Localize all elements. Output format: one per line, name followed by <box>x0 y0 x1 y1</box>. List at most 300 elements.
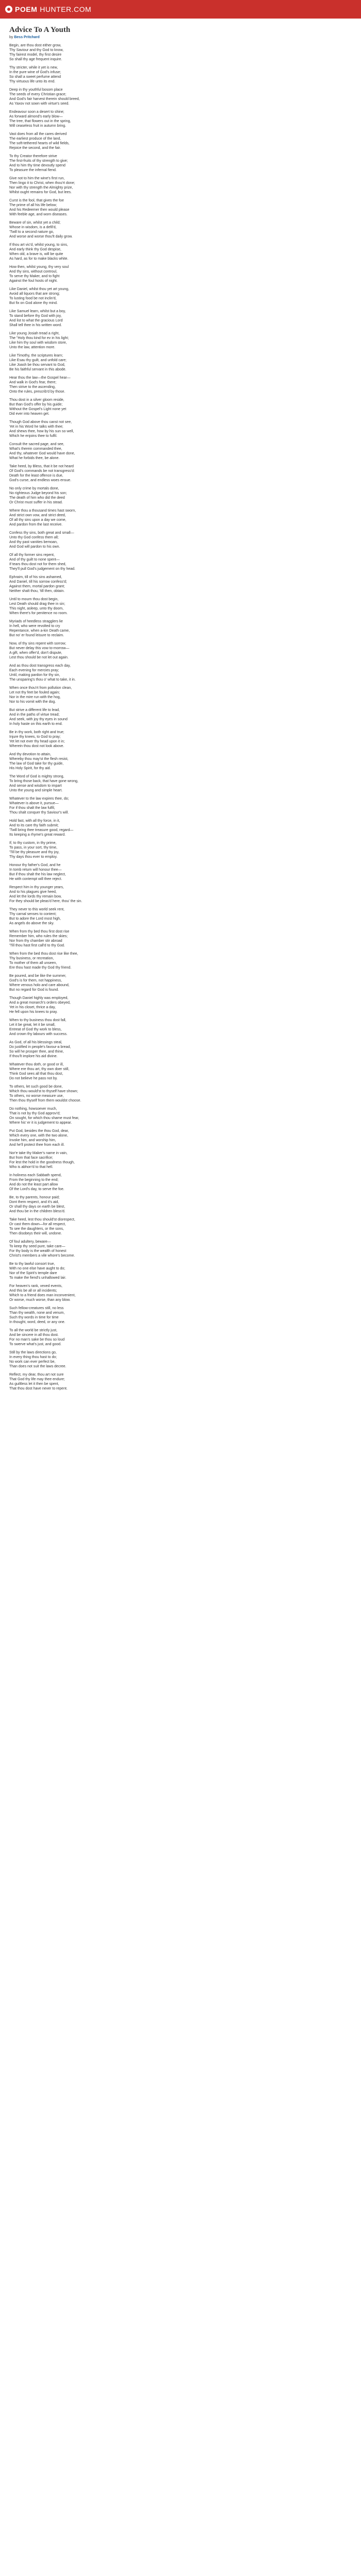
poem-line: And a great monarch's orders obeyed, <box>9 1001 71 1005</box>
poem-stanza <box>9 176 352 195</box>
poem-line: And sense and wisdom to impart <box>9 784 62 788</box>
poem-stanza <box>9 885 352 904</box>
poem-stanza <box>9 774 352 793</box>
poem-line: That is not by thy God approv'd; <box>9 1112 61 1115</box>
poem-line: To lusting food be not inclin'd, <box>9 297 57 300</box>
poem-line: What's therein commanded thee, <box>9 447 62 451</box>
poem-stanza <box>9 863 352 882</box>
poem-line: Thy Saviour and thy God to know, <box>9 48 64 52</box>
poem-stanza <box>9 1284 352 1302</box>
poem-line: If thou'lt implore his aid divine. <box>9 1055 58 1058</box>
byline-prefix: by <box>9 36 13 39</box>
poem-line: Which to a friend does man inconvenient, <box>9 1294 76 1297</box>
poem-line: To all the world be strictly just, <box>9 1329 57 1332</box>
poem-stanza <box>9 1151 352 1170</box>
poem-stanza <box>9 509 352 527</box>
poem-line: For lest the hold in the goodness though, <box>9 1161 75 1164</box>
poem-line: Onto the rules, prescrib'd by those. <box>9 390 65 394</box>
poem-line: And God will pardon to his own. <box>9 545 60 549</box>
poem-line: To pleasure the infernal fiend. <box>9 168 57 172</box>
poem-line: Then thou thyself from them wouldst choose. <box>9 1099 81 1103</box>
poem-line: And to him thy time devoutly spend <box>9 164 65 167</box>
poem-stanza <box>9 486 352 505</box>
poem-line: 'Till be thy pleasure and thy joy, <box>9 851 60 854</box>
poem-line: If thou art vic'd, whilst young, to sins, <box>9 243 68 247</box>
poem-line: Myriads of heedless stragglers lie <box>9 620 63 623</box>
poem-line: And his Redeemer then would please <box>9 208 70 212</box>
poem-line: When once thou'rt from pollution clean, <box>9 686 72 690</box>
poem-stanza <box>9 841 352 859</box>
poem-line: And thy, whatever God would have done, <box>9 452 75 455</box>
poem-line: And thy sins, without controul, <box>9 270 57 274</box>
poem-line: As forward almond's early blow— <box>9 115 63 118</box>
poem-line: To make the fiend's unhallowed lair. <box>9 1276 67 1280</box>
poem-line: Yet let not ever thy head upon it in; <box>9 740 65 743</box>
poem-line: Wherein thou dost not look above. <box>9 744 64 748</box>
poem-line: In thought, word, deed, or any one. <box>9 1320 65 1324</box>
poem-line: And Daniel, till his sorrow confess'd; <box>9 580 67 584</box>
poem-line: To swerve what's just, and good. <box>9 1343 61 1346</box>
poem-line: Though God above thou canst not see, <box>9 420 72 424</box>
poem-line: Like him thy soul with wisdom store, <box>9 341 67 345</box>
poem-line: In tomb return will honour thee— <box>9 868 62 872</box>
poem-line: They'll pull God's judgement on thy head. <box>9 567 75 571</box>
poem-stanza <box>9 1372 352 1391</box>
poem-line: How then, whilst young, thy very soul <box>9 265 69 269</box>
poem-line: And let the lords thy remain bow, <box>9 895 62 899</box>
poem-line: Nor in the mire run with the hog, <box>9 696 61 699</box>
poem-line: But never delay this vow to-morrow— <box>9 647 70 650</box>
poem-line: 'Till thou hast first call'd to thy God. <box>9 944 65 947</box>
poem-line: Each evening for mercies pray; <box>9 669 59 672</box>
poem-line: With no one else have aught to do; <box>9 1267 65 1270</box>
poem-line: Of all thy former sins repent, <box>9 553 55 557</box>
poem-line: Hear thou the law—the Gospel hear— <box>9 376 71 380</box>
poem-line: Thy business, or recreation, <box>9 957 54 960</box>
poem-line: And of thy guilt to none spent— <box>9 558 60 562</box>
poem-line: 'Twill bring thee treasure good, regard— <box>9 828 74 832</box>
poem-content <box>0 19 361 1395</box>
poem-line: For no man's sake be thou so loud <box>9 1338 65 1342</box>
poem-line: Honour thy father's God, and he <box>9 863 61 867</box>
poem-line: A gift, when offer'd, don't dispute, <box>9 651 62 655</box>
poem-line: Like young Josiah tread a right, <box>9 332 60 335</box>
poem-line: Give not to him the wine's first run, <box>9 177 65 180</box>
poem-stanza <box>9 43 352 62</box>
poem-stanza <box>9 309 352 328</box>
poem-line: And thy past vanities bemoan, <box>9 540 58 544</box>
poem-stanza <box>9 641 352 660</box>
poem-stanza <box>9 575 352 594</box>
poem-line: The soft-tethered hearts of wild fields, <box>9 142 70 145</box>
poem-line: Entreat of God thy work to bless, <box>9 1028 62 1031</box>
poem-line: But fix on God alone thy mind. <box>9 301 58 305</box>
poem-line: As angels do above the sky. <box>9 922 55 925</box>
poem-stanza <box>9 1084 352 1103</box>
poem-line: Its keeping a rhyme's great reward. <box>9 833 66 837</box>
poem-stanza <box>9 265 352 283</box>
poem-line: As hard, as for to make blacks white. <box>9 257 69 261</box>
poem-line: To mother of them all unseen, <box>9 961 57 965</box>
poem-line: Or shall thy days on earth be blest, <box>9 1205 65 1209</box>
poem-line: And crown thy labours with success. <box>9 1032 68 1036</box>
poem-line: Such thy words in time for time <box>9 1316 59 1319</box>
poem-stanza <box>9 708 352 726</box>
poem-line: Beware of sin, whilst yet a child; <box>9 221 61 225</box>
poem-line: For if thou shalt the law fulfil, <box>9 806 55 810</box>
poem-line: In hell, who were revolted to cry <box>9 624 60 628</box>
poem-line: Of all thy sins upon a day we come, <box>9 518 67 522</box>
poem-stanza <box>9 664 352 682</box>
poem-line: So shall thy age frequent inquire. <box>9 58 62 61</box>
poem-line: Ere thou hast made thy God thy friend. <box>9 966 72 970</box>
poem-line: Begin, are thou dost either grow, <box>9 44 61 47</box>
poem-line: Than does not suit the laws decree. <box>9 1365 67 1368</box>
poem-line: Dont them respect, and it's aid, <box>9 1200 59 1204</box>
poem-line: God's is for them, not happiness, <box>9 979 62 982</box>
poem-line: Of the Lord's day, to serve the foe. <box>9 1188 64 1191</box>
poem-line: But no regard for God is found. <box>9 988 59 992</box>
poem-line: Or cast them down—for all respect, <box>9 1223 66 1226</box>
poem-line: And this be all or all incidents; <box>9 1289 57 1293</box>
poem-line: Avoid all liquors that are strong; <box>9 292 60 296</box>
poem-stanza <box>9 376 352 394</box>
poem-line: Like Samuel learn, whilst but a boy, <box>9 310 66 313</box>
poem-line: Where thou a thousand times hast sworn, <box>9 509 76 513</box>
poem-line: Then strive to the ascending, <box>9 385 56 389</box>
poem-line: And thy devotion to attain, <box>9 753 51 756</box>
poem-line: Respect him in thy younger years, <box>9 886 64 889</box>
poem-line: Take heed, lest thou should'st disrespect, <box>9 1218 75 1222</box>
logo-text-primary: POEM <box>15 5 38 13</box>
poem-line: Or worse, much worse, than any blow. <box>9 1298 71 1302</box>
poem-line: Consult the sacred page, and see, <box>9 443 64 446</box>
poem-line: To keep thy seed pure, take care— <box>9 1245 65 1248</box>
poem-line: In holiness each Sabbath spend, <box>9 1174 62 1177</box>
poem-line: Do justified in people's favour-a bread, <box>9 1045 71 1049</box>
poem-line: For thy body is the wealth of honest <box>9 1249 67 1253</box>
poem-line: Which he enjoins thee to fulfil. <box>9 434 57 438</box>
poem-line: Lest Death should drag thee in sin; <box>9 602 65 606</box>
poem-stanza <box>9 819 352 837</box>
poem-line: But to adore the Lord most high, <box>9 917 61 921</box>
poem-line: Like Joash be thou servant to God, <box>9 363 65 367</box>
poem-stanza <box>9 686 352 704</box>
poem-line: Curst is the fool, that gives the foe <box>9 199 64 202</box>
poem-line: No only crime by mortals done, <box>9 487 59 490</box>
poem-line: And seek, with joy thy eyes in sound <box>9 718 68 721</box>
poem-line: Until, making pardon for thy sin, <box>9 673 60 677</box>
poem-line: Like Timothy, the scriptures learn; <box>9 354 63 358</box>
poem-line: Or Christ must suffer in his stead. <box>9 501 63 504</box>
poem-line: In holy haste on this earth to end. <box>9 722 63 726</box>
poem-line: Hold fast, with all thy force, in it, <box>9 819 60 823</box>
poem-line: If tears thou dost not for them shed, <box>9 563 67 566</box>
poem-line: Whatever to the law expires thee, do; <box>9 797 69 801</box>
poem-line: In the pure wine of God's infuse; <box>9 71 61 74</box>
poem-line: Be his faithful servant in this abode. <box>9 368 67 371</box>
poem-line: On sought, for which thou shame must fear, <box>9 1116 79 1120</box>
poem-line: Whatever is above it, pursue— <box>9 802 59 805</box>
poem-line: Take heed, by Bless, that it be not heard <box>9 465 74 468</box>
poem-line: They never to this world seek rent, <box>9 908 64 911</box>
poem-line: Nor with thy strength the Almighty prize, <box>9 186 73 190</box>
poem-title: Advice To A Youth <box>9 26 71 34</box>
poem-body <box>9 43 352 1391</box>
poem-stanza <box>9 1262 352 1280</box>
poem-line: And as thou dost transgress each day, <box>9 664 71 668</box>
poem-line: Deep in thy youthful bosom place <box>9 88 63 92</box>
poem-line: Like Esau thy guilt, and unfold care; <box>9 359 67 362</box>
poem-line: When there's for penitence no room. <box>9 612 68 615</box>
poem-byline <box>9 36 352 39</box>
poem-line: Unto the law, attention more. <box>9 346 56 349</box>
poem-line: The Word of God is mighty strong, <box>9 775 64 778</box>
poem-line: Shall tell thee in his written word. <box>9 324 62 327</box>
poem-line: Vast does from all the cares derived <box>9 132 67 136</box>
poem-stanza <box>9 1040 352 1059</box>
poem-stanza <box>9 398 352 416</box>
poem-line: Death for the least offence is due, <box>9 474 63 478</box>
poem-stanza <box>9 619 352 638</box>
poem-line: The prime of all his life below; <box>9 204 57 207</box>
poem-line: And be sincere in all thou dost. <box>9 1333 59 1337</box>
poem-line: Let not thy feet be fouled again; <box>9 691 60 694</box>
poem-line: As guiltless let it then be spent, <box>9 1382 59 1386</box>
poem-line: 'Twill to a second nature go, <box>9 230 54 234</box>
poem-stanza <box>9 1195 352 1214</box>
poem-stanza <box>9 1107 352 1125</box>
poem-stanza <box>9 1217 352 1236</box>
poem-line: And in the paths of virtue tread; <box>9 713 60 717</box>
poem-line: Yet in his Word he talks with thee; <box>9 425 63 429</box>
poem-line: From the beginning to the end; <box>9 1178 59 1182</box>
poem-line: Then lingo it to Christ, when thou'rt done; <box>9 181 75 185</box>
poem-stanza <box>9 1129 352 1147</box>
poem-stanza <box>9 796 352 815</box>
poem-line: And list to what the gracious Lord <box>9 319 63 323</box>
poem-line: When from the bed thou dost rise like thee, <box>9 952 78 956</box>
poem-line: Such fellow-creatures still, no less <box>9 1307 64 1310</box>
poem-line: To see the daughters, or the sons, <box>9 1227 64 1231</box>
site-logo[interactable] <box>5 5 91 13</box>
poem-line: And God's fair harvest therein should breed, <box>9 97 80 101</box>
poem-line: As Yaxov not sown with virtue's seed. <box>9 102 70 106</box>
poem-stanza <box>9 464 352 483</box>
poem-stanza <box>9 420 352 438</box>
poem-line: The tree, that flowers out in the spring, <box>9 120 71 123</box>
poem-line: And he'll protect thee from each ill. <box>9 1143 65 1147</box>
poem-line: Put God, besides the thou God, dear, <box>9 1129 69 1133</box>
poem-line: And thou be in the children bless'd. <box>9 1210 65 1213</box>
poem-line: The death of him who did the deed <box>9 496 65 500</box>
poem-line: To serve thy Maker, and to fight <box>9 275 60 278</box>
poem-line: But strive a different life to lead, <box>9 708 60 712</box>
poem-line: And pardon from the last receive. <box>9 523 63 527</box>
poem-line: The law of God take for thy guide, <box>9 762 64 766</box>
poem-line: Without the Gospel's Light none yet <box>9 408 67 411</box>
poem-line: Whose in wisdom, is a defil'd, <box>9 226 57 229</box>
poem-line: As God, of all his blessings steal, <box>9 1041 62 1044</box>
poem-line: Rejoice the second, and the fair. <box>9 146 61 150</box>
poem-line: Which thou would'st to thyself have shown; <box>9 1090 78 1093</box>
poem-line: Until to mourn thou dost begin, <box>9 598 59 601</box>
poem-line: Thy virtuous life unto its end. <box>9 80 56 83</box>
logo-icon <box>5 6 12 13</box>
poem-line: Injure thy knees, to God to pray; <box>9 735 61 739</box>
author-link[interactable]: Bess Pritchard <box>14 36 40 39</box>
poem-line: In every thing thou hast to do; <box>9 1355 57 1359</box>
poem-line: No righteous Judge beyond his son; <box>9 492 67 495</box>
poem-line: Nor to his vomit with the dog. <box>9 700 56 704</box>
poem-line: Whatever thou doth, or good or ill, <box>9 1063 64 1066</box>
poem-line: Now, of thy sins repent with sorrow; <box>9 642 67 646</box>
poem-stanza <box>9 952 352 970</box>
poem-line: To bring those back, that have gone wrong, <box>9 779 78 783</box>
poem-line: Thy stricter, while it yet is new, <box>9 66 58 70</box>
poem-line: No work can ever perfect be, <box>9 1360 56 1364</box>
poem-stanza <box>9 1240 352 1258</box>
poem-line: And to its care thy faith submit; <box>9 824 59 827</box>
poem-stanza <box>9 553 352 571</box>
poem-line: And to his plagues give heed, <box>9 890 57 894</box>
poem-stanza <box>9 531 352 549</box>
poem-line: He with contempt will thee reject. <box>9 877 62 881</box>
poem-line: And do not the least part allow <box>9 1183 58 1187</box>
poem-line: Do nothing, howsoever much, <box>9 1107 57 1111</box>
poem-stanza <box>9 198 352 217</box>
poem-stanza <box>9 243 352 261</box>
poem-stanza <box>9 88 352 106</box>
poem-line: Of foul adultery, beware— <box>9 1240 51 1244</box>
poem-line: Like Daniel, whilst thou yet art young, <box>9 287 69 291</box>
poem-line: When to thy business thou dost fall, <box>9 1019 67 1022</box>
poem-line: Against them, mortal pardon grant; <box>9 585 65 588</box>
poem-stanza <box>9 331 352 350</box>
poem-line: Be in thy work, both right and true; <box>9 731 64 734</box>
poem-stanza <box>9 1328 352 1347</box>
poem-line: With feeble age, and worn diseases. <box>9 213 68 216</box>
poem-line: His Holy Spirit, for thy aid. <box>9 767 51 770</box>
poem-stanza <box>9 353 352 372</box>
poem-line: Lest thou should be not let out again. <box>9 656 69 659</box>
poem-line: Christ's members a vile whore's become. <box>9 1254 75 1258</box>
poem-stanza <box>9 1062 352 1081</box>
poem-line: Unto the young and simple heart. <box>9 789 63 792</box>
poem-line: Where ere thou art, thy own doer still, <box>9 1067 70 1071</box>
poem-stanza <box>9 1018 352 1037</box>
poem-stanza <box>9 752 352 771</box>
poem-line: The "Holy thou kind for ev in his light; <box>9 336 69 340</box>
poem-line: Which every one, with the two alone, <box>9 1134 69 1138</box>
poem-stanza <box>9 974 352 992</box>
poem-line: Thou shalt conquer thy Saviour's will. <box>9 811 69 815</box>
poem-line: When old, a brave is, will be quite <box>9 252 63 256</box>
poem-line: Then disobeys their will, undone. <box>9 1232 62 1235</box>
poem-line: Do not believe he pass not by. <box>9 1077 58 1080</box>
poem-line: The seeds of every Christian grace; <box>9 93 67 96</box>
poem-line: Than thy wealth, none and venum, <box>9 1311 65 1315</box>
poem-line: So shall a sweet perfume attend <box>9 75 61 79</box>
top-banner <box>0 0 361 19</box>
poem-line: But than God's offer by his guide; <box>9 403 63 406</box>
poem-stanza <box>9 907 352 926</box>
poem-line: Did ever into heaven get. <box>9 412 50 416</box>
poem-line: Where venous holo and care abound, <box>9 984 70 987</box>
poem-line: What he forbids thee, be alone. <box>9 456 60 460</box>
poem-line: Neither shalt thou, 'till then, obtain. <box>9 589 65 593</box>
poem-line: For they should be pleas'd here, thou' the sin. <box>9 900 83 903</box>
poem-line: That thou dost have never to repent. <box>9 1387 68 1391</box>
poem-line: Be poured, and be like the summer, <box>9 974 67 978</box>
poem-line: If, to thy custom, in thy prime, <box>9 841 57 845</box>
poem-stanza <box>9 597 352 616</box>
poem-line: But if thou shalt the his law neglect, <box>9 873 66 876</box>
poem-stanza <box>9 929 352 948</box>
poem-stanza <box>9 730 352 749</box>
poem-line: To stand before thy God with joy, <box>9 314 62 318</box>
poem-line: But no' er found leisure to reclaim. <box>9 634 64 637</box>
poem-line: This night, asleep, unto thy doom, <box>9 607 64 611</box>
poem-line: For heaven's rank, vexed events, <box>9 1284 62 1288</box>
poem-line: Nor from thy chamber stir abroad <box>9 939 62 943</box>
poem-line: Thy days thou ever to employ. <box>9 855 58 859</box>
poem-line: Where his' er it is judgement to appear. <box>9 1121 72 1125</box>
poem-line: Against the foul hosts of night. <box>9 279 58 283</box>
poem-line: Confess thy sins, both great and small— <box>9 531 74 535</box>
poem-line: God's curse, and endless woes ensue. <box>9 479 72 482</box>
poem-line: Repentance, when a-kin Death came, <box>9 629 70 633</box>
poem-line: Whilst ought remains for God, but lees. <box>9 191 72 194</box>
poem-stanza <box>9 221 352 239</box>
poem-line: The unsparing's thou o' what to take, it in. <box>9 678 76 682</box>
poem-line: To others, let such good be done, <box>9 1085 63 1089</box>
poem-line: And walk in God's fear, there; <box>9 381 57 384</box>
poem-stanza <box>9 65 352 84</box>
poem-stanza <box>9 287 352 306</box>
poem-line: Unto thy God confess them all; <box>9 536 59 539</box>
poem-line: The earliest produce of the land, <box>9 137 61 141</box>
poem-line: And worse and worse thou'lt daily grow. <box>9 235 73 239</box>
poem-line: To pass, in your sort, thy time, <box>9 846 57 850</box>
poem-stanza <box>9 132 352 150</box>
poem-line: The first-fruits of thy strength to give; <box>9 159 68 163</box>
poem-line: And early think thy God despise, <box>9 248 61 251</box>
logo-text-secondary: HUNTER.COM <box>40 5 92 13</box>
poem-stanza <box>9 996 352 1014</box>
poem-line: Be, to thy parents, honour paid; <box>9 1196 60 1199</box>
poem-line: That God thy life may thee endure; <box>9 1378 65 1381</box>
poem-line: Of God's commands be not transgress'd: <box>9 469 75 473</box>
poem-line: Still by the laws directions go, <box>9 1351 57 1354</box>
poem-line: And strict own vow, and strict deed, <box>9 514 66 517</box>
poem-line: Invoke him, and worship him, <box>9 1139 56 1142</box>
poem-stanza <box>9 1306 352 1325</box>
poem-line: So will he prosper thee, and thine, <box>9 1050 64 1054</box>
poem-line: Ephraim, till of his sins ashamed, <box>9 575 62 579</box>
poem-line: Will ceaseless fruit in autumn bring. <box>9 124 67 128</box>
poem-stanza <box>9 154 352 173</box>
poem-line: He fell upon his knees to pray. <box>9 1010 58 1014</box>
poem-line: Think God sees all that thou dost, <box>9 1072 63 1076</box>
poem-line: But from that face sacrifice; <box>9 1156 53 1160</box>
poem-line: Thy carnal senses to content; <box>9 912 57 916</box>
poem-line: Whereby thou may'st the flesh resist, <box>9 757 69 761</box>
poem-line: To thy Creator therefore strive <box>9 155 57 158</box>
poem-line: Remember him, who rules the skies; <box>9 935 68 938</box>
poem-line: Reflect, my dear, thou art not sure <box>9 1373 64 1377</box>
poem-line: When from thy bed thou first dost rise <box>9 930 70 934</box>
